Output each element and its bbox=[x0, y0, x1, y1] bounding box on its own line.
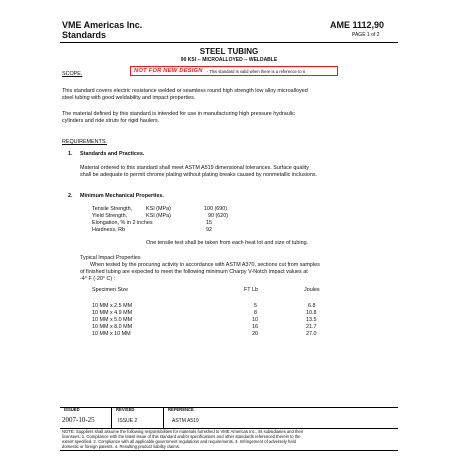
note-line3: extent specified. 2. Compliance with all applicable government regulations and requirements. 3. Infringement of adversely held bbox=[62, 439, 296, 444]
standards-label: Standards bbox=[62, 30, 107, 40]
table-row bbox=[0, 317, 458, 324]
cell-joules: 6.8 bbox=[308, 303, 316, 309]
note-line1: NOTE: Suppliers shall assume the following responsibilities for materials furnished to VME Americas Inc., its subsidiaries and their bbox=[62, 429, 304, 434]
doc-subtitle: 90 KSI -- MICROALLOYED -- WELDABLE bbox=[180, 57, 278, 63]
section-2-title: Minimum Mechanical Properties. bbox=[80, 193, 164, 199]
not-for-new-design-stamp: NOT FOR NEW DESIGN bbox=[134, 68, 203, 74]
prop-name: Elongation, % in 2 inches bbox=[92, 220, 153, 226]
section-1-line1: Material ordered to this standard shall meet ASTM A519 dimensional tolerances. Surface quality bbox=[80, 165, 309, 171]
scope-para2-line1: The material defined by this standard is intended for use in manufacturing high pressure hydraulic bbox=[62, 111, 295, 117]
header-divider bbox=[60, 42, 398, 43]
reference-label: REFERENCE bbox=[168, 407, 194, 412]
cell-joules: 27.0 bbox=[306, 331, 317, 337]
cell-size: 10 MM x 2.5 MM bbox=[92, 303, 133, 309]
nfnd-note: - This standard is valid when there is a reference to it bbox=[206, 68, 305, 74]
header-joules: Joules bbox=[304, 287, 320, 293]
cell-size: 10 MM x 8.0 MM bbox=[92, 324, 133, 330]
prop-value: 100 (690) bbox=[204, 206, 228, 212]
revised-value: ISSUE 2 bbox=[118, 418, 138, 424]
prop-value: 92 bbox=[206, 227, 212, 233]
footer-bottom-rule bbox=[60, 450, 398, 451]
impact-line1: When tested by the procuring activity in accordance with ASTM A370, sections cut from samples bbox=[90, 262, 320, 268]
table-row bbox=[0, 324, 458, 331]
table-row bbox=[0, 303, 458, 310]
header-specimen-size: Specimen Size bbox=[92, 287, 128, 293]
cell-size: 10 MM x 5.0 MM bbox=[92, 317, 133, 323]
note-line4: domestic or foreign patents. 4. Resulting product liability claims. bbox=[62, 444, 181, 449]
section-1-number: 1. bbox=[68, 151, 73, 157]
cell-ftlb: 8 bbox=[254, 310, 257, 316]
cell-ftlb: 16 bbox=[252, 324, 258, 330]
doc-title: STEEL TUBING bbox=[199, 47, 259, 56]
prop-unit: KSI (MPa) bbox=[146, 213, 171, 219]
prop-value: 15 bbox=[206, 220, 212, 226]
scope-para1-line2: steel tubing with good weldability and impact properties. bbox=[62, 95, 196, 101]
not-for-new-design-box bbox=[130, 66, 338, 76]
prop-name: Tensile Strength, bbox=[92, 206, 133, 212]
impact-title: Typical Impact Properties bbox=[80, 255, 141, 261]
cell-size: 10 MM x 4.9 MM bbox=[92, 310, 133, 316]
cell-size: 10 MM x 10 MM bbox=[92, 331, 131, 337]
doc-number: AME 1112,90 bbox=[330, 20, 385, 30]
header-ft-lb: FT Lb bbox=[244, 287, 258, 293]
cell-joules: 10.8 bbox=[306, 310, 317, 316]
revised-label: REVISED bbox=[116, 407, 135, 412]
scope-para1-line1: This standard covers electric resistance welded or seamless round high strength low alloy microalloyed bbox=[62, 88, 308, 94]
note-line2: licensees: 1. Compliance with the latest issue of this standard and/or specifications and other standards referenced therein to the bbox=[62, 434, 301, 439]
section-2-number: 2. bbox=[68, 193, 73, 199]
reference-value: ASTM A519 bbox=[172, 418, 199, 424]
cell-joules: 21.7 bbox=[306, 324, 317, 330]
impact-table-header bbox=[0, 287, 458, 294]
impact-line3: -4° F (-20° C) : bbox=[80, 276, 116, 282]
cell-ftlb: 5 bbox=[254, 303, 257, 309]
scope-para2-line2: cylinders and ride struts for rigid haulers. bbox=[62, 118, 160, 124]
section-1-line2: shall be adequate to permit chrome plating without plating breaks caused by nonmetallic inclusions. bbox=[80, 172, 318, 178]
footer-divider bbox=[111, 407, 112, 428]
company-name: VME Americas Inc. bbox=[62, 20, 143, 30]
prop-name: Hardness, Rb bbox=[92, 227, 125, 233]
requirements-label: REQUIREMENTS. bbox=[62, 139, 107, 145]
cell-ftlb: 20 bbox=[252, 331, 258, 337]
prop-name: Yield Strength, bbox=[92, 213, 128, 219]
scope-label: SCOPE. bbox=[62, 71, 83, 77]
table-row bbox=[0, 331, 458, 338]
impact-line2: of finished tubing are expected to meet the following minimum Charpy V-Notch impact values at bbox=[80, 269, 308, 275]
tensile-note: One tensile test shall be taken from each heat lot and size of tubing. bbox=[146, 240, 309, 246]
page-number: PAGE 1 of 2 bbox=[352, 32, 380, 38]
section-1-title: Standards and Practices. bbox=[80, 151, 145, 157]
cell-ftlb: 10 bbox=[252, 317, 258, 323]
footer-divider bbox=[163, 407, 164, 428]
issued-label: ISSUED bbox=[64, 407, 80, 412]
issued-date: 2007-10-25 bbox=[62, 416, 95, 424]
table-row bbox=[0, 310, 458, 317]
cell-joules: 13.5 bbox=[306, 317, 317, 323]
prop-value: 90 (620) bbox=[208, 213, 229, 219]
prop-unit: KSI (MPa) bbox=[146, 206, 171, 212]
